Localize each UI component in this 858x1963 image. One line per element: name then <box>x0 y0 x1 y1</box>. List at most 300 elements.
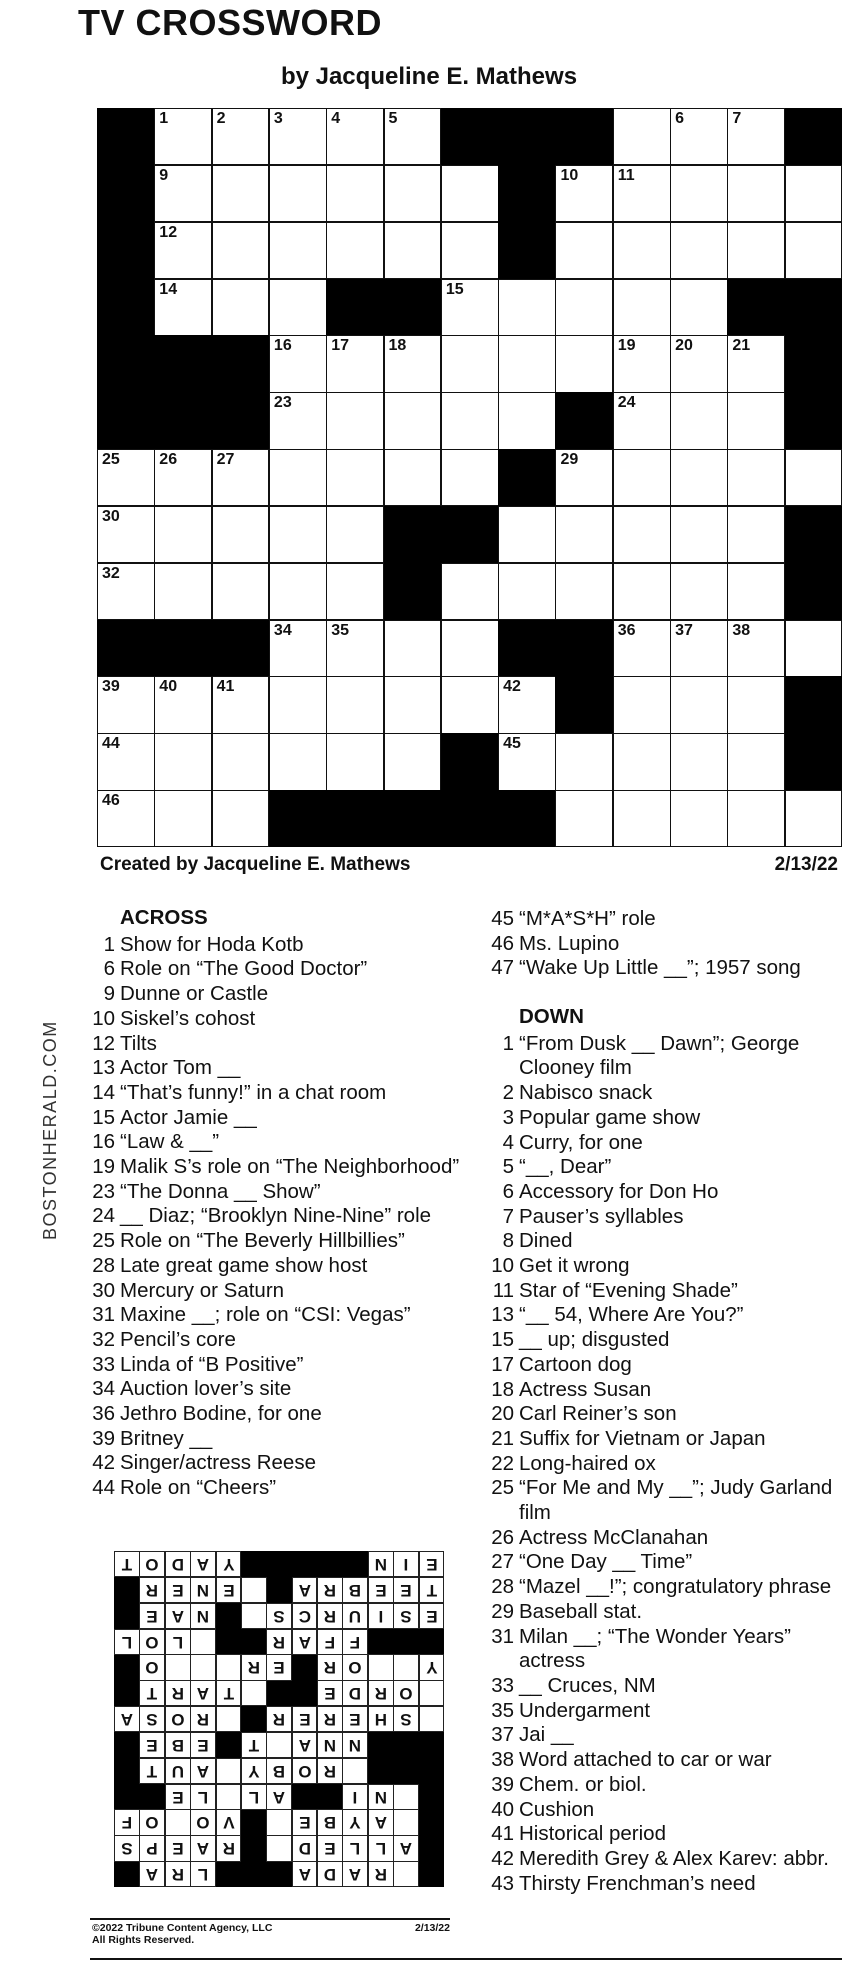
solution-cell <box>342 1732 368 1758</box>
cell-number: 45 <box>503 735 521 753</box>
solution-letter: O <box>145 1632 159 1652</box>
cell-number: 24 <box>617 394 636 412</box>
clue-number: 20 <box>491 1402 514 1426</box>
grid-cell[interactable] <box>384 676 442 733</box>
grid-cell[interactable] <box>670 449 728 506</box>
clue <box>88 1130 468 1155</box>
grid-cell[interactable] <box>670 790 728 847</box>
clue-number: 15 <box>92 1105 115 1129</box>
grid-cell[interactable] <box>212 733 270 790</box>
solution-letter: R <box>323 1658 337 1678</box>
solution-cell <box>165 1680 191 1706</box>
grid-cell[interactable] <box>670 335 728 392</box>
grid-cell[interactable] <box>498 506 556 563</box>
grid-cell[interactable] <box>384 108 442 165</box>
grid-cell[interactable] <box>326 676 384 733</box>
grid-cell[interactable] <box>384 165 442 222</box>
grid-cell[interactable] <box>269 506 327 563</box>
solution-cell <box>241 1732 267 1758</box>
grid-cell[interactable] <box>613 449 671 506</box>
grid-cell[interactable] <box>269 108 327 165</box>
clue <box>88 1204 468 1229</box>
solution-cell <box>393 1861 419 1887</box>
grid-cell[interactable] <box>97 449 155 506</box>
solution-cell <box>419 1680 445 1706</box>
solution-cell <box>317 1835 343 1861</box>
grid-cell[interactable] <box>326 335 384 392</box>
clue-text: Long-haired ox <box>519 1451 656 1475</box>
grid-cell[interactable] <box>154 108 212 165</box>
solution-letter: S <box>400 1710 412 1730</box>
grid-cell[interactable] <box>555 563 613 620</box>
grid-cell[interactable] <box>384 620 442 677</box>
black-square <box>555 676 613 733</box>
clue-number: 6 <box>103 957 115 981</box>
solution-cell <box>241 1758 267 1784</box>
solution-letter: L <box>248 1787 260 1807</box>
solution-cell <box>292 1732 318 1758</box>
clue <box>487 1254 847 1279</box>
black-square <box>154 335 212 392</box>
grid-cell[interactable] <box>441 449 499 506</box>
black-square <box>785 506 843 563</box>
clue-text: Role on “The Good Doctor” <box>120 957 368 981</box>
solution-letter: Y <box>349 1813 362 1833</box>
solution-cell <box>266 1835 292 1861</box>
solution-letter: A <box>298 1632 311 1652</box>
clue-number: 40 <box>491 1797 514 1821</box>
cell-number: 20 <box>675 337 693 355</box>
clue <box>487 1081 847 1106</box>
grid-cell[interactable] <box>613 676 671 733</box>
copyright <box>92 1922 272 1946</box>
solution-black-square <box>241 1629 267 1655</box>
clue <box>487 1131 847 1156</box>
clue-number: 25 <box>92 1229 115 1253</box>
grid-cell[interactable] <box>670 506 728 563</box>
grid-cell[interactable] <box>326 620 384 677</box>
solution-letter: A <box>298 1736 311 1756</box>
across-clues <box>88 906 468 1501</box>
grid-cell[interactable] <box>212 790 270 847</box>
black-square <box>785 279 843 336</box>
solution-letter: E <box>222 1580 235 1600</box>
solution-cell <box>165 1758 191 1784</box>
clue-number: 32 <box>92 1327 115 1351</box>
grid-cell[interactable] <box>613 108 671 165</box>
grid-cell[interactable] <box>498 335 556 392</box>
cell-number: 16 <box>273 337 292 355</box>
grid-cell[interactable] <box>212 222 270 279</box>
grid-cell[interactable] <box>269 563 327 620</box>
clue-number: 24 <box>92 1204 115 1228</box>
clue-text: Curry, for one <box>519 1130 643 1154</box>
clue-text: “For Me and My __”; Judy Garland film <box>519 1476 833 1525</box>
grid-cell[interactable] <box>326 392 384 449</box>
clue-number: 19 <box>92 1155 115 1179</box>
clue-number: 7 <box>502 1204 514 1228</box>
clue-number: 26 <box>491 1525 514 1549</box>
solution-letter: T <box>426 1580 437 1600</box>
grid-cell[interactable] <box>154 279 212 336</box>
solution-cell <box>139 1551 165 1577</box>
grid-cell[interactable] <box>212 676 270 733</box>
grid-cell[interactable] <box>154 222 212 279</box>
solution-letter: R <box>273 1632 286 1652</box>
grid-cell[interactable] <box>785 449 843 506</box>
cell-number: 15 <box>445 280 464 298</box>
solution-cell <box>190 1809 216 1835</box>
solution-letter: T <box>223 1684 234 1704</box>
grid-cell[interactable] <box>154 449 212 506</box>
solution-cell <box>190 1758 216 1784</box>
solution-cell <box>317 1654 343 1680</box>
grid-cell[interactable] <box>212 449 270 506</box>
grid-cell[interactable] <box>785 790 843 847</box>
grid-cell[interactable] <box>384 222 442 279</box>
grid-cell[interactable] <box>269 676 327 733</box>
solution-letter: L <box>375 1839 386 1859</box>
clue <box>88 1056 468 1081</box>
solution-letter: E <box>171 1580 184 1600</box>
clue-text: Jai __ <box>519 1723 574 1747</box>
grid-cell[interactable] <box>269 620 327 677</box>
grid-cell[interactable] <box>97 563 155 620</box>
clue-text: Role on “The Beverly Hillbillies” <box>120 1229 405 1253</box>
grid-cell[interactable] <box>727 733 785 790</box>
cell-number: 9 <box>159 166 169 184</box>
clue <box>88 1303 468 1328</box>
solution-cell <box>292 1835 318 1861</box>
grid-cell[interactable] <box>212 506 270 563</box>
divider <box>90 1958 842 1960</box>
grid-cell[interactable] <box>269 279 327 336</box>
cell-number: 29 <box>560 451 579 469</box>
grid-cell[interactable] <box>555 165 613 222</box>
clue-number: 34 <box>92 1377 115 1401</box>
grid-cell[interactable] <box>613 733 671 790</box>
grid-cell[interactable] <box>97 506 155 563</box>
solution-letter: A <box>374 1813 387 1833</box>
grid-cell[interactable] <box>498 279 556 336</box>
clue-number: 3 <box>502 1105 514 1129</box>
solution-letter: T <box>147 1761 158 1781</box>
grid-cell[interactable] <box>670 108 728 165</box>
solution-black-square <box>419 1861 445 1887</box>
solution-black-square <box>419 1629 445 1655</box>
solution-cell <box>419 1706 445 1732</box>
clue-text: Accessory for Don Ho <box>519 1179 719 1203</box>
clue <box>88 1402 468 1427</box>
grid-cell[interactable] <box>555 279 613 336</box>
grid-cell[interactable] <box>269 449 327 506</box>
cell-number: 21 <box>732 337 751 355</box>
grid-cell[interactable] <box>212 563 270 620</box>
solution-cell <box>216 1551 242 1577</box>
grid-cell[interactable] <box>670 165 728 222</box>
solution-letter: A <box>146 1865 159 1885</box>
grid-cell[interactable] <box>670 563 728 620</box>
grid-cell[interactable] <box>498 563 556 620</box>
grid-cell[interactable] <box>441 563 499 620</box>
grid-cell[interactable] <box>555 449 613 506</box>
clue <box>487 932 847 957</box>
grid-cell[interactable] <box>613 392 671 449</box>
solution-cell <box>419 1654 445 1680</box>
grid-cell[interactable] <box>555 790 613 847</box>
grid-cell[interactable] <box>613 506 671 563</box>
solution-letter: S <box>121 1839 133 1859</box>
grid-cell[interactable] <box>727 620 785 677</box>
grid-cell[interactable] <box>727 108 785 165</box>
grid-cell[interactable] <box>154 506 212 563</box>
grid-cell[interactable] <box>441 279 499 336</box>
grid-cell[interactable] <box>269 165 327 222</box>
grid-cell[interactable] <box>613 620 671 677</box>
solution-cell <box>139 1706 165 1732</box>
grid-cell[interactable] <box>498 733 556 790</box>
grid-cell[interactable] <box>727 563 785 620</box>
solution-letter: I <box>403 1555 409 1575</box>
cell-number: 17 <box>331 337 350 355</box>
solution-letter: E <box>146 1606 158 1626</box>
solution-letter: A <box>196 1555 210 1575</box>
solution-black-square <box>419 1732 445 1758</box>
grid-cell[interactable] <box>727 392 785 449</box>
solution-cell <box>342 1577 368 1603</box>
crossword-grid <box>97 108 842 847</box>
solution-cell <box>165 1551 191 1577</box>
grid-cell[interactable] <box>613 279 671 336</box>
grid-cell[interactable] <box>555 335 613 392</box>
grid-cell[interactable] <box>212 108 270 165</box>
clue <box>487 1205 847 1230</box>
solution-letter: E <box>298 1710 311 1730</box>
grid-cell[interactable] <box>269 733 327 790</box>
grid-cell[interactable] <box>441 222 499 279</box>
solution-letter: B <box>273 1761 286 1781</box>
solution-letter: B <box>349 1580 362 1600</box>
grid-cell[interactable] <box>613 165 671 222</box>
grid-cell[interactable] <box>326 506 384 563</box>
grid-cell[interactable] <box>154 563 212 620</box>
grid-cell[interactable] <box>326 563 384 620</box>
solution-letter: E <box>298 1813 311 1833</box>
cell-number: 38 <box>732 621 751 639</box>
grid-cell[interactable] <box>785 165 843 222</box>
puzzle-date: 2/13/22 <box>774 854 838 875</box>
grid-cell[interactable] <box>670 222 728 279</box>
grid-cell[interactable] <box>441 676 499 733</box>
solution-letter: E <box>171 1839 184 1859</box>
grid-cell[interactable] <box>613 222 671 279</box>
grid-cell[interactable] <box>555 506 613 563</box>
grid-cell[interactable] <box>785 620 843 677</box>
black-square <box>326 790 384 847</box>
grid-cell[interactable] <box>97 790 155 847</box>
solution-cell <box>317 1603 343 1629</box>
grid-cell[interactable] <box>613 563 671 620</box>
grid-cell[interactable] <box>441 392 499 449</box>
grid-cell[interactable] <box>670 733 728 790</box>
solution-cell <box>342 1603 368 1629</box>
clue-text: Dunne or Castle <box>120 982 269 1006</box>
clue-text: Star of “Evening Shade” <box>519 1278 738 1302</box>
grid-cell[interactable] <box>212 165 270 222</box>
copyright-line-1: ©2022 Tribune Content Agency, LLC <box>92 1922 273 1934</box>
solution-black-square <box>114 1654 140 1680</box>
solution-black-square <box>114 1732 140 1758</box>
clue-number: 39 <box>92 1426 115 1450</box>
clue-number: 9 <box>103 982 115 1006</box>
grid-cell[interactable] <box>727 676 785 733</box>
grid-cell[interactable] <box>154 790 212 847</box>
clue <box>487 1872 847 1897</box>
grid-cell[interactable] <box>498 676 556 733</box>
solution-letter: E <box>324 1684 336 1704</box>
solution-letter: F <box>121 1813 133 1833</box>
grid-cell[interactable] <box>613 335 671 392</box>
grid-cell[interactable] <box>670 392 728 449</box>
solution-letter: O <box>196 1813 210 1833</box>
grid-cell[interactable] <box>326 733 384 790</box>
solution-cell <box>368 1603 394 1629</box>
black-square <box>727 279 785 336</box>
solution-cell <box>342 1629 368 1655</box>
grid-cell[interactable] <box>441 335 499 392</box>
solution-letter: H <box>374 1710 387 1730</box>
grid-cell[interactable] <box>384 392 442 449</box>
clue-number: 44 <box>92 1476 115 1500</box>
grid-cell[interactable] <box>326 449 384 506</box>
grid-cell[interactable] <box>670 620 728 677</box>
clue <box>487 1106 847 1131</box>
grid-cell[interactable] <box>727 449 785 506</box>
black-square <box>441 108 499 165</box>
clue-number: 43 <box>491 1871 514 1895</box>
solution-letter: A <box>171 1606 184 1626</box>
clue-text: Actress McClanahan <box>519 1525 709 1549</box>
solution-cell <box>292 1603 318 1629</box>
solution-cell <box>266 1809 292 1835</box>
grid-cell[interactable] <box>269 222 327 279</box>
clue-number: 45 <box>491 907 514 930</box>
solution-letter: A <box>399 1839 413 1859</box>
solution-black-square <box>393 1629 419 1655</box>
solution-cell <box>342 1654 368 1680</box>
black-square <box>498 620 556 677</box>
grid-cell[interactable] <box>154 733 212 790</box>
grid-cell[interactable] <box>384 449 442 506</box>
grid-cell[interactable] <box>384 335 442 392</box>
black-square <box>498 108 556 165</box>
cell-number: 18 <box>388 337 407 355</box>
clue <box>487 907 847 932</box>
solution-cell <box>241 1784 267 1810</box>
grid-cell[interactable] <box>97 733 155 790</box>
grid-cell[interactable] <box>670 676 728 733</box>
clue <box>487 1328 847 1353</box>
grid-cell[interactable] <box>97 676 155 733</box>
grid-cell[interactable] <box>727 165 785 222</box>
solution-cell <box>165 1577 191 1603</box>
solution-cell <box>114 1809 140 1835</box>
solution-cell <box>241 1603 267 1629</box>
grid-cell[interactable] <box>555 733 613 790</box>
solution-letter: L <box>197 1865 209 1885</box>
grid-cell[interactable] <box>498 392 556 449</box>
solution-cell <box>114 1629 140 1655</box>
grid-cell[interactable] <box>326 222 384 279</box>
grid-cell[interactable] <box>154 676 212 733</box>
grid-cell[interactable] <box>269 335 327 392</box>
solution-letter: D <box>298 1839 311 1859</box>
black-square <box>269 790 327 847</box>
black-square <box>212 392 270 449</box>
grid-cell[interactable] <box>670 279 728 336</box>
grid-cell[interactable] <box>269 392 327 449</box>
grid-cell[interactable] <box>441 165 499 222</box>
grid-cell[interactable] <box>727 790 785 847</box>
solution-letter: I <box>378 1606 384 1626</box>
clue-number: 25 <box>491 1476 514 1500</box>
solution-black-square <box>292 1680 318 1706</box>
grid-cell[interactable] <box>785 222 843 279</box>
grid-cell[interactable] <box>727 222 785 279</box>
clue-text: Pauser’s syllables <box>519 1204 684 1228</box>
solution-cell <box>317 1680 343 1706</box>
clue <box>487 1699 847 1724</box>
solution-cell <box>342 1835 368 1861</box>
solution-letter: E <box>425 1555 438 1575</box>
solution-cell <box>266 1758 292 1784</box>
clue-number: 18 <box>491 1377 514 1401</box>
grid-cell[interactable] <box>441 620 499 677</box>
solution-cell <box>368 1577 394 1603</box>
cell-number: 46 <box>102 792 120 810</box>
clue-text: “That’s funny!” in a chat room <box>120 1080 387 1104</box>
grid-cell[interactable] <box>212 279 270 336</box>
clue-text: Ms. Lupino <box>519 931 620 955</box>
grid-cell[interactable] <box>727 506 785 563</box>
solution-letter: A <box>196 1839 210 1859</box>
clue-number: 1 <box>502 1031 514 1055</box>
solution-cell <box>292 1577 318 1603</box>
cell-number: 26 <box>159 451 178 469</box>
black-square <box>97 165 155 222</box>
grid-cell[interactable] <box>326 108 384 165</box>
grid-cell[interactable] <box>154 165 212 222</box>
grid-cell[interactable] <box>555 222 613 279</box>
clue-text: Late great game show host <box>120 1253 368 1277</box>
grid-cell[interactable] <box>326 165 384 222</box>
clue-text: Dined <box>519 1229 573 1253</box>
down-heading: DOWN <box>519 1005 584 1028</box>
black-square <box>555 620 613 677</box>
solution-cell <box>216 1784 242 1810</box>
clue <box>88 933 468 958</box>
clue-number: 37 <box>491 1723 514 1747</box>
grid-cell[interactable] <box>384 733 442 790</box>
solution-black-square <box>368 1629 394 1655</box>
black-square <box>498 790 556 847</box>
clue <box>88 1180 468 1205</box>
grid-cell[interactable] <box>613 790 671 847</box>
clue-text: “Mazel __!”; congratulatory phrase <box>519 1575 832 1599</box>
solution-letter: V <box>222 1813 235 1833</box>
grid-cell[interactable] <box>727 335 785 392</box>
solution-cell <box>419 1603 445 1629</box>
